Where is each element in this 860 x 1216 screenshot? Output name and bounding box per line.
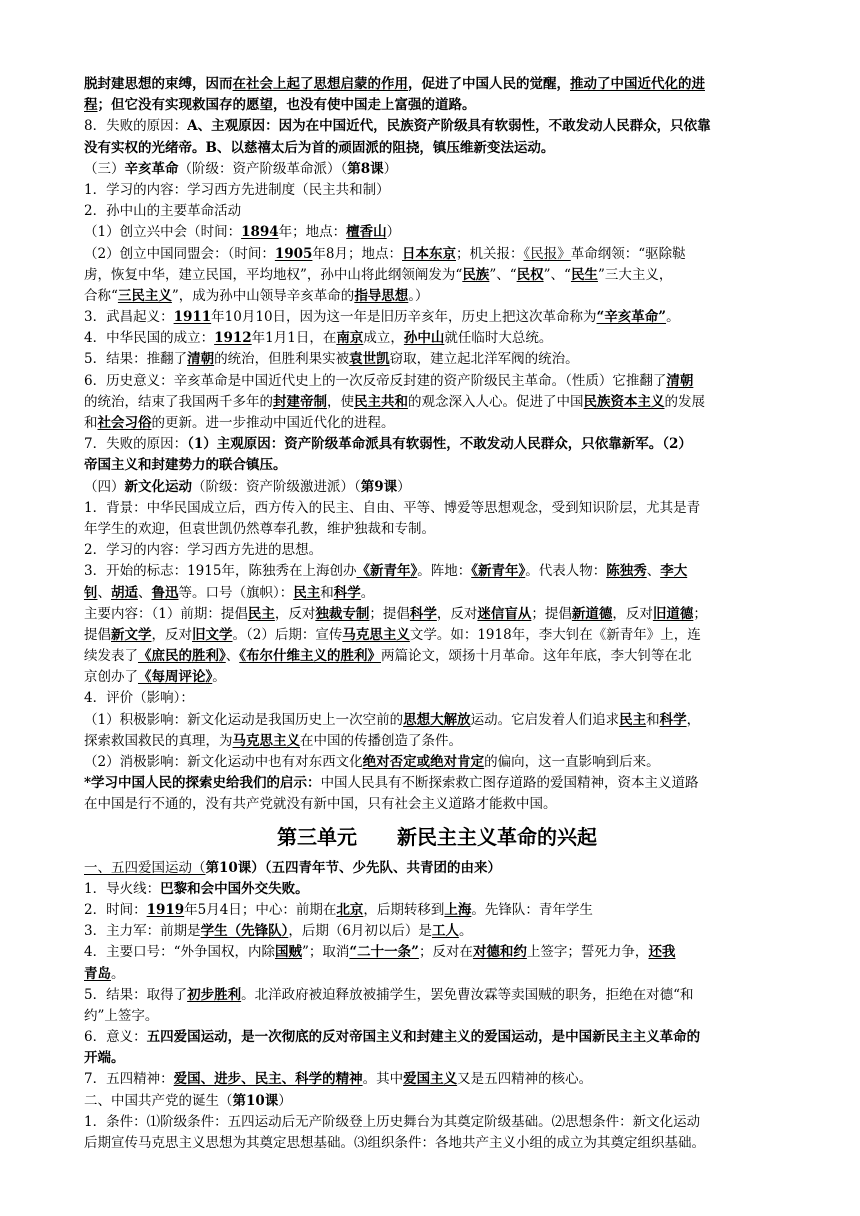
text-line bbox=[84, 1091, 790, 1112]
text-run: 革命纲领：“驱除鞑 bbox=[570, 245, 686, 262]
text-run: 二、中国共产党的诞生（ bbox=[84, 1092, 233, 1109]
emphasis-text: （1）主观原因：资产阶级革命派具有软弱性，不敢发动人民群众，只依靠新军。（2） bbox=[187, 436, 692, 453]
text-run: 窃取，建立起北洋军阀的统治。 bbox=[389, 351, 579, 368]
text-run: ，后期（6月初以后）是 bbox=[288, 923, 432, 940]
underlined-key-term: 民生 bbox=[570, 266, 598, 283]
underlined-key-term: 李大 bbox=[660, 563, 688, 580]
emphasis-text: 第8课 bbox=[347, 160, 384, 177]
text-line bbox=[84, 858, 790, 879]
text-run: 和 bbox=[84, 415, 98, 431]
underlined-key-term: 清朝 bbox=[666, 372, 694, 389]
text-run: ，反对 bbox=[274, 605, 316, 622]
underlined-key-term: 民族资本主义 bbox=[583, 393, 665, 410]
text-line bbox=[84, 434, 790, 455]
text-run: 。阵地： bbox=[417, 563, 472, 580]
text-line bbox=[84, 942, 790, 963]
text-line bbox=[84, 222, 790, 243]
text-line bbox=[84, 1006, 790, 1027]
text-line bbox=[84, 1069, 790, 1090]
underlined-key-term: 指导思想 bbox=[354, 287, 409, 304]
underlined-key-term: 钊 bbox=[84, 584, 98, 601]
emphasis-text: A、主观原因：因为在中国近代，民族资产阶级具有软弱性，不敢发动人民群众，只依靠 bbox=[187, 118, 711, 135]
underlined-key-term: 民主共和 bbox=[354, 393, 408, 410]
text-run: 6．历史意义：辛亥革命是中国近代史上的一次反帝反封建的资产阶级民主革命。（性质）它推翻了 bbox=[84, 372, 667, 389]
text-run: 约”上签字。 bbox=[84, 1007, 159, 1024]
text-line bbox=[84, 900, 790, 921]
text-line bbox=[84, 1112, 790, 1133]
text-line bbox=[84, 646, 790, 667]
text-run: ；提倡 bbox=[531, 605, 572, 622]
text-line bbox=[84, 328, 790, 349]
text-run: 4．主要口号：“外争国权，内除 bbox=[84, 944, 275, 961]
underlined-key-term: 孙中山 bbox=[403, 330, 445, 347]
underlined-key-term: 民主 bbox=[247, 605, 275, 622]
text-run: 的偏向，这一直影响到后来。 bbox=[484, 754, 660, 770]
underlined-key-term: 学生（先锋队） bbox=[200, 923, 289, 940]
underlined-key-term: 程 bbox=[84, 97, 98, 114]
text-run: 、 bbox=[97, 584, 111, 601]
text-run: 京创办了 bbox=[84, 669, 138, 686]
text-line bbox=[84, 138, 790, 159]
underlined-key-term: 1911 bbox=[173, 309, 212, 326]
text-line bbox=[84, 1048, 790, 1069]
underlined-key-term: 陈独秀 bbox=[606, 563, 647, 580]
underlined-key-term: 鲁迅 bbox=[151, 584, 179, 601]
text-run: 等。口号（旗帜）： bbox=[178, 584, 294, 601]
text-run: 合称“ bbox=[84, 287, 118, 304]
text-line bbox=[84, 307, 790, 328]
underlined-key-term: 思想大解放 bbox=[403, 711, 471, 728]
underlined-key-term: 马克思主义 bbox=[232, 732, 300, 749]
text-run: 5．结果：推翻了 bbox=[84, 351, 188, 368]
text-run: 提倡 bbox=[84, 626, 111, 643]
underlined-key-term: 旧文学 bbox=[192, 626, 233, 643]
text-run: （2）消极影响：新文化运动中也有对东西文化 bbox=[84, 754, 363, 770]
underlined-key-term: 迷信盲从 bbox=[477, 605, 532, 622]
underlined-key-term: 南京 bbox=[336, 330, 364, 347]
text-run: 3．武昌起义： bbox=[84, 309, 174, 326]
emphasis-text: ；但它没有实现救国存的愿望，也没有使中国走上富强的道路。 bbox=[97, 97, 476, 114]
text-line bbox=[84, 116, 790, 137]
text-run: ） bbox=[397, 478, 411, 495]
text-run: ，反对 bbox=[436, 605, 478, 622]
text-run: 。 bbox=[666, 309, 680, 326]
underlined-key-term: 北京 bbox=[336, 901, 364, 918]
text-run: 年；地点： bbox=[278, 224, 347, 241]
text-run: 的发展 bbox=[664, 393, 705, 410]
underlined-key-term: 《布尔什维主义的胜利》 bbox=[239, 648, 381, 665]
text-run: 的统治，但胜利果实被 bbox=[214, 351, 350, 368]
emphasis-text: 开端。 bbox=[84, 1050, 125, 1067]
text-run: ”，成为孙中山领导辛亥革命的 bbox=[171, 287, 355, 304]
text-run: ”、“ bbox=[543, 266, 571, 283]
text-run: 1．学习的内容：学习西方先进制度（民主共和制） bbox=[84, 181, 390, 198]
underlined-key-term: 封建帝制 bbox=[273, 393, 327, 410]
text-line bbox=[84, 964, 790, 985]
text-run: 后期宣传马克思主义思想为其奠定思想基础。⑶组织条件：各地共产主义小组的成立为其奠定组织基础。 bbox=[84, 1135, 705, 1151]
text-run: 。 bbox=[458, 923, 473, 940]
underlined-key-term: 1894 bbox=[241, 224, 279, 241]
underlined-key-term: 民权 bbox=[516, 266, 544, 283]
text-run: ） bbox=[386, 224, 401, 241]
underlined-key-term: 《庶民的胜利》 bbox=[138, 648, 226, 665]
text-run: 。（2）后期：宣传 bbox=[232, 626, 343, 643]
text-run: 年10月10日，因为这一年是旧历辛亥年，历史上把这次革命称为 bbox=[211, 309, 597, 326]
text-run: 年学生的欢迎，但袁世凯仍然尊奉孔教，维护独裁和专制。 bbox=[84, 520, 435, 537]
text-line bbox=[84, 879, 790, 900]
text-run: 的统治，结束了我国两千多年的 bbox=[84, 393, 273, 410]
underlined-key-term: 《每周评论》 bbox=[138, 669, 213, 686]
underlined-key-term: 上海 bbox=[444, 901, 472, 918]
text-line bbox=[84, 1133, 790, 1154]
underlined-key-term: 袁世凯 bbox=[349, 351, 390, 368]
text-run: ”；取消 bbox=[302, 944, 350, 961]
section-review-text bbox=[84, 74, 790, 816]
emphasis-text: *学习中国人民的探索史给我们的启示： bbox=[84, 775, 321, 792]
underlined-key-term: 独裁专制 bbox=[315, 605, 370, 622]
text-run: （三） bbox=[84, 160, 125, 177]
text-run: 5．结果：取得了 bbox=[84, 986, 188, 1003]
text-line bbox=[84, 392, 790, 413]
text-line bbox=[84, 180, 790, 201]
text-run: 成立， bbox=[363, 330, 404, 347]
text-line bbox=[84, 561, 790, 582]
underlined-key-term: 胡适 bbox=[111, 584, 138, 601]
text-run: 就任临时大总统。 bbox=[444, 330, 553, 347]
text-run: 文学。如：1918年，李大钊在《新青年》上，连 bbox=[409, 626, 701, 643]
underlined-key-term: 新道德 bbox=[571, 605, 613, 622]
underlined-key-term: “二十一条” bbox=[349, 944, 419, 961]
text-run: 3．主力军：前期是 bbox=[84, 923, 201, 940]
underlined-key-term: 《新青年》 bbox=[471, 563, 526, 580]
text-run: ”、“ bbox=[489, 266, 517, 283]
text-run: 。北洋政府被迫释放被捕学生，罢免曹汝霖等卖国贼的职务，拒绝在对德“和 bbox=[241, 986, 694, 1003]
text-run: 在中国的传播创造了条件。 bbox=[300, 732, 462, 749]
underlined-key-term: “辛亥革命” bbox=[596, 309, 667, 326]
underlined-key-term: 科学 bbox=[333, 584, 361, 601]
text-line bbox=[84, 921, 790, 942]
text-line bbox=[84, 710, 790, 731]
unit-title: 第三单元 新民主主义革命的兴起 bbox=[277, 824, 597, 849]
text-line bbox=[84, 519, 790, 540]
text-run: 运动。它启发着人们追求 bbox=[470, 711, 620, 728]
text-line bbox=[84, 752, 790, 773]
emphasis-text: 帝国主义和封建势力的联合镇压。 bbox=[84, 457, 287, 474]
underlined-key-term: 民族 bbox=[462, 266, 490, 283]
text-run: （1）创立兴中会（时间： bbox=[84, 224, 242, 241]
text-run: 上签字；誓死力争， bbox=[526, 944, 649, 961]
text-run: （2）创立中国同盟会：（时间： bbox=[84, 245, 275, 262]
text-line bbox=[84, 604, 790, 625]
underlined-key-term: 旧道德 bbox=[652, 605, 694, 622]
underlined-key-term: 新文学 bbox=[111, 626, 152, 643]
text-run: 、 bbox=[138, 584, 152, 601]
emphasis-text: 第9课 bbox=[360, 478, 398, 495]
underlined-key-term: 青岛 bbox=[84, 965, 111, 982]
text-run: 和 bbox=[646, 711, 660, 728]
text-run: 年8月；地点： bbox=[312, 245, 403, 262]
text-run: 2．孙中山的主要革命活动 bbox=[84, 203, 242, 220]
text-run: 两篇论文，颂扬十月革命。这年年底，李大钊等在北 bbox=[381, 648, 692, 665]
text-run: 续发表了 bbox=[84, 648, 138, 665]
text-run: 。） bbox=[408, 287, 429, 304]
text-line bbox=[84, 773, 790, 794]
underlined-key-term: 1912 bbox=[214, 330, 252, 347]
text-run: 和 bbox=[320, 584, 334, 601]
text-run: 的更新。进一步推动中国近代化的进程。 bbox=[151, 415, 395, 431]
emphasis-text: 没有实权的光绪帝。B、以慈禧太后为首的顽固派的阻挠，镇压维新变法运动。 bbox=[84, 139, 555, 156]
text-run: ，使 bbox=[327, 393, 354, 410]
text-run: 的观念深入人心。促进了中国 bbox=[408, 393, 584, 410]
emphasis-text: 五四爱国运动，是一次彻底的反对帝国主义和封建主义的爱国运动，是中国新民主主义革命的 bbox=[146, 1029, 701, 1046]
text-run: ， bbox=[686, 711, 701, 728]
underlined-key-term: 《新青年》 bbox=[356, 563, 418, 580]
underlined-key-term: 一、五四爱国运动（ bbox=[84, 859, 206, 876]
text-run: 8．失败的原因： bbox=[84, 118, 188, 135]
text-run: 。其中 bbox=[362, 1071, 404, 1088]
text-run: 7．五四精神： bbox=[84, 1071, 174, 1088]
text-line bbox=[84, 583, 790, 604]
underlined-key-term: 《民报》 bbox=[523, 245, 571, 262]
underlined-key-term: 工人 bbox=[431, 923, 459, 940]
text-line bbox=[84, 265, 790, 286]
text-run: 探索救国救民的真理，为 bbox=[84, 732, 233, 749]
text-line bbox=[84, 540, 790, 561]
section-unit-three-text bbox=[84, 858, 790, 1155]
underlined-key-term: 民主 bbox=[619, 711, 647, 728]
underlined-key-term: 1919 bbox=[146, 901, 185, 918]
text-run: 2．学习的内容：学习西方先进的思想。 bbox=[84, 542, 323, 559]
emphasis-text: 新文化运动 bbox=[124, 478, 192, 495]
text-run: 主要内容：（1）前期：提倡 bbox=[84, 605, 248, 622]
text-run: （阶级：资产阶级激进派）（ bbox=[192, 478, 361, 495]
text-line bbox=[84, 159, 790, 180]
text-run: 4．评价（影响）： bbox=[84, 690, 194, 707]
text-run: ，反对 bbox=[612, 605, 653, 622]
underlined-key-term: 爱国主义 bbox=[403, 1071, 458, 1088]
text-run: 。 bbox=[111, 965, 125, 982]
underlined-key-term: 清朝 bbox=[187, 351, 215, 368]
text-line bbox=[84, 688, 790, 709]
text-run: 4．中华民国的成立： bbox=[84, 330, 215, 347]
text-run: ；机关报： bbox=[456, 245, 524, 262]
underlined-key-term: 1905 bbox=[274, 245, 313, 262]
text-run: 3．开始的标志：1915年，陈独秀在上海创办 bbox=[84, 563, 357, 580]
text-run: 。 bbox=[360, 584, 375, 601]
emphasis-text: 第10课 bbox=[205, 859, 252, 876]
underlined-key-term: 日本东京 bbox=[402, 245, 457, 262]
text-run: 虏，恢复中华，建立民国，平均地权”，孙中山将此纲领阐发为“ bbox=[84, 266, 463, 283]
text-run: 7．失败的原因： bbox=[84, 436, 188, 453]
text-run: ；反对在 bbox=[418, 944, 473, 961]
text-run: ） bbox=[383, 160, 398, 177]
text-run: 6．意义： bbox=[84, 1029, 147, 1046]
emphasis-text: ）（五四青年节、少先队、共青团的由来） bbox=[251, 859, 502, 876]
underlined-key-term: 国贼 bbox=[275, 944, 302, 961]
text-line bbox=[84, 286, 790, 307]
emphasis-text: 第10课 bbox=[232, 1092, 279, 1109]
underlined-key-term: 科学 bbox=[659, 711, 687, 728]
text-run: 中国人民具有不断探索救亡图存道路的爱国精神，资本主义道路 bbox=[320, 775, 699, 792]
text-run: 年1月1日，在 bbox=[251, 330, 337, 347]
underlined-key-term: 三民主义 bbox=[117, 287, 172, 304]
text-line bbox=[84, 244, 790, 265]
text-line bbox=[84, 95, 790, 116]
text-run: 。代表人物： bbox=[525, 563, 607, 580]
underlined-key-term: 绝对否定或绝对肯定 bbox=[362, 754, 485, 770]
underlined-key-term: 马克思主义 bbox=[342, 626, 410, 643]
text-line bbox=[84, 371, 790, 392]
text-run: 又是五四精神的核心。 bbox=[457, 1071, 593, 1088]
text-line bbox=[84, 985, 790, 1006]
underlined-key-term: 在社会上起了思想启蒙的作用 bbox=[232, 76, 408, 92]
text-run: （1）积极影响：新文化运动是我国历史上一次空前的 bbox=[84, 711, 404, 728]
text-run: 2．时间： bbox=[84, 901, 147, 918]
underlined-key-term: 爱国、进步、民主、科学的精神 bbox=[173, 1071, 363, 1088]
text-run: ；提倡 bbox=[369, 605, 410, 622]
text-line bbox=[84, 1027, 790, 1048]
emphasis-text: ，促进了中国人民的觉醒， bbox=[408, 76, 570, 92]
text-run: 、 bbox=[225, 648, 240, 665]
underlined-key-term: 科学 bbox=[409, 605, 437, 622]
text-line bbox=[84, 498, 790, 519]
text-run: 、 bbox=[646, 563, 661, 580]
underlined-key-term: 推动了中国近代化的进 bbox=[570, 76, 705, 92]
underlined-key-term: 初步胜利 bbox=[187, 986, 242, 1003]
emphasis-text: 脱封建思想的束缚，因而 bbox=[84, 76, 233, 92]
text-line bbox=[84, 349, 790, 370]
emphasis-text: 辛亥革命 bbox=[124, 160, 179, 177]
text-run: 在中国是行不通的，没有共产党就没有新中国，只有社会主义道路才能救中国。 bbox=[84, 796, 557, 813]
text-line bbox=[84, 731, 790, 752]
text-run: （四） bbox=[84, 478, 125, 495]
text-line bbox=[84, 74, 790, 95]
underlined-key-term: 檀香山 bbox=[346, 224, 387, 241]
text-run: ，后期转移到 bbox=[363, 901, 445, 918]
underlined-key-term: 社会习俗 bbox=[97, 415, 152, 431]
underlined-key-term: 民主 bbox=[293, 584, 321, 601]
text-line bbox=[84, 201, 790, 222]
text-line bbox=[84, 794, 790, 815]
text-line bbox=[84, 477, 790, 498]
text-run: ，反对 bbox=[151, 626, 192, 643]
text-run: （阶级：资产阶级革命派）（ bbox=[178, 160, 348, 177]
text-line bbox=[84, 625, 790, 646]
emphasis-text: 巴黎和会中国外交失败。 bbox=[160, 880, 309, 897]
text-run: 年5月4日；中心：前期在 bbox=[184, 901, 337, 918]
underlined-key-term: 还我 bbox=[648, 944, 676, 961]
text-run: 。 bbox=[212, 669, 226, 686]
text-line bbox=[84, 413, 790, 434]
text-line bbox=[84, 455, 790, 476]
text-run: 1．条件：⑴阶级条件：五四运动后无产阶级登上历史舞台为其奠定阶级基础。⑵思想条件：新文化运动 bbox=[84, 1113, 701, 1130]
text-run: ”三大主义， bbox=[597, 266, 673, 283]
underlined-key-term: 对德和约 bbox=[472, 944, 527, 961]
text-run: 1．背景：中华民国成立后，西方传入的民主、自由、平等、博爱等思想观念，受到知识阶层，尤其是青 bbox=[84, 499, 701, 516]
text-run: ； bbox=[693, 605, 707, 622]
text-line bbox=[84, 667, 790, 688]
text-run: ） bbox=[278, 1092, 292, 1109]
text-run: 1．导火线： bbox=[84, 880, 161, 897]
text-run: 。先锋队：青年学生 bbox=[471, 901, 593, 918]
